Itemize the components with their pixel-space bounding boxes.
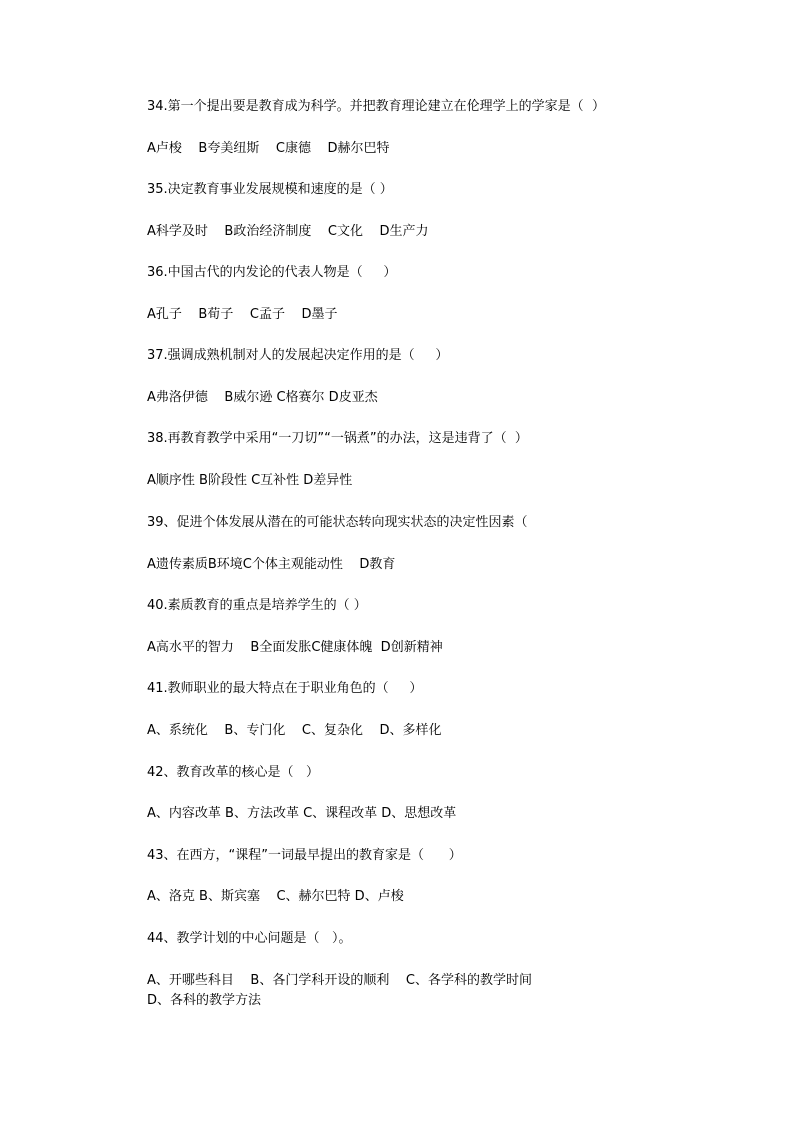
question-37-options: A弗洛伊德 B威尔逊 C格赛尔 D皮亚杰 <box>147 390 378 405</box>
question-35-text: 35.决定教育事业发展规模和速度的是（ ） <box>147 182 393 197</box>
question-36-text: 36.中国古代的内发论的代表人物是（ ） <box>147 265 397 280</box>
question-34-text: 34.第一个提出要是教育成为科学。并把教育理论建立在伦理学上的学家是（ ） <box>147 99 605 114</box>
question-42-options: A、内容改革 B、方法改革 C、课程改革 D、思想改革 <box>147 806 457 821</box>
question-36-options: A孔子 B荀子 C孟子 D墨子 <box>147 307 338 322</box>
question-37-text: 37.强调成熟机制对人的发展起决定作用的是（ ） <box>147 348 449 363</box>
question-44-options: A、开哪些科目 B、各门学科开设的顺利 C、各学科的教学时间 <box>147 973 532 988</box>
question-41-text: 41.教师职业的最大特点在于职业角色的（ ） <box>147 681 423 696</box>
question-34-options: A卢梭 B夸美纽斯 C康德 D赫尔巴特 <box>147 141 390 156</box>
question-39-text: 39、促进个体发展从潜在的可能状态转向现实状态的决定性因素（ <box>147 515 528 530</box>
question-44-text: 44、教学计划的中心问题是（ ）。 <box>147 931 352 946</box>
question-43-text: 43、在西方，“课程”一词最早提出的教育家是（ ） <box>147 848 462 863</box>
question-39-options: A遗传素质B环境C个体主观能动性 D教育 <box>147 557 396 572</box>
question-40-text: 40.素质教育的重点是培养学生的（ ） <box>147 598 367 613</box>
question-42-text: 42、教育改革的核心是（ ） <box>147 765 319 780</box>
question-41-options: A、系统化 B、专门化 C、复杂化 D、多样化 <box>147 723 442 738</box>
question-35-options: A科学及时 B政治经济制度 C文化 D生产力 <box>147 224 429 239</box>
question-44-options-cont: D、各科的教学方法 <box>147 993 262 1008</box>
question-38-options: A顺序性 B阶段性 C互补性 D差异性 <box>147 473 353 488</box>
question-40-options: A高水平的智力 B全面发胀C健康体魄 D创新精神 <box>147 640 443 655</box>
question-38-text: 38.再教育教学中采用“一刀切”“一锅煮”的办法，这是违背了（ ） <box>147 431 528 446</box>
question-43-options: A、洛克 B、斯宾塞 C、赫尔巴特 D、卢梭 <box>147 889 404 904</box>
